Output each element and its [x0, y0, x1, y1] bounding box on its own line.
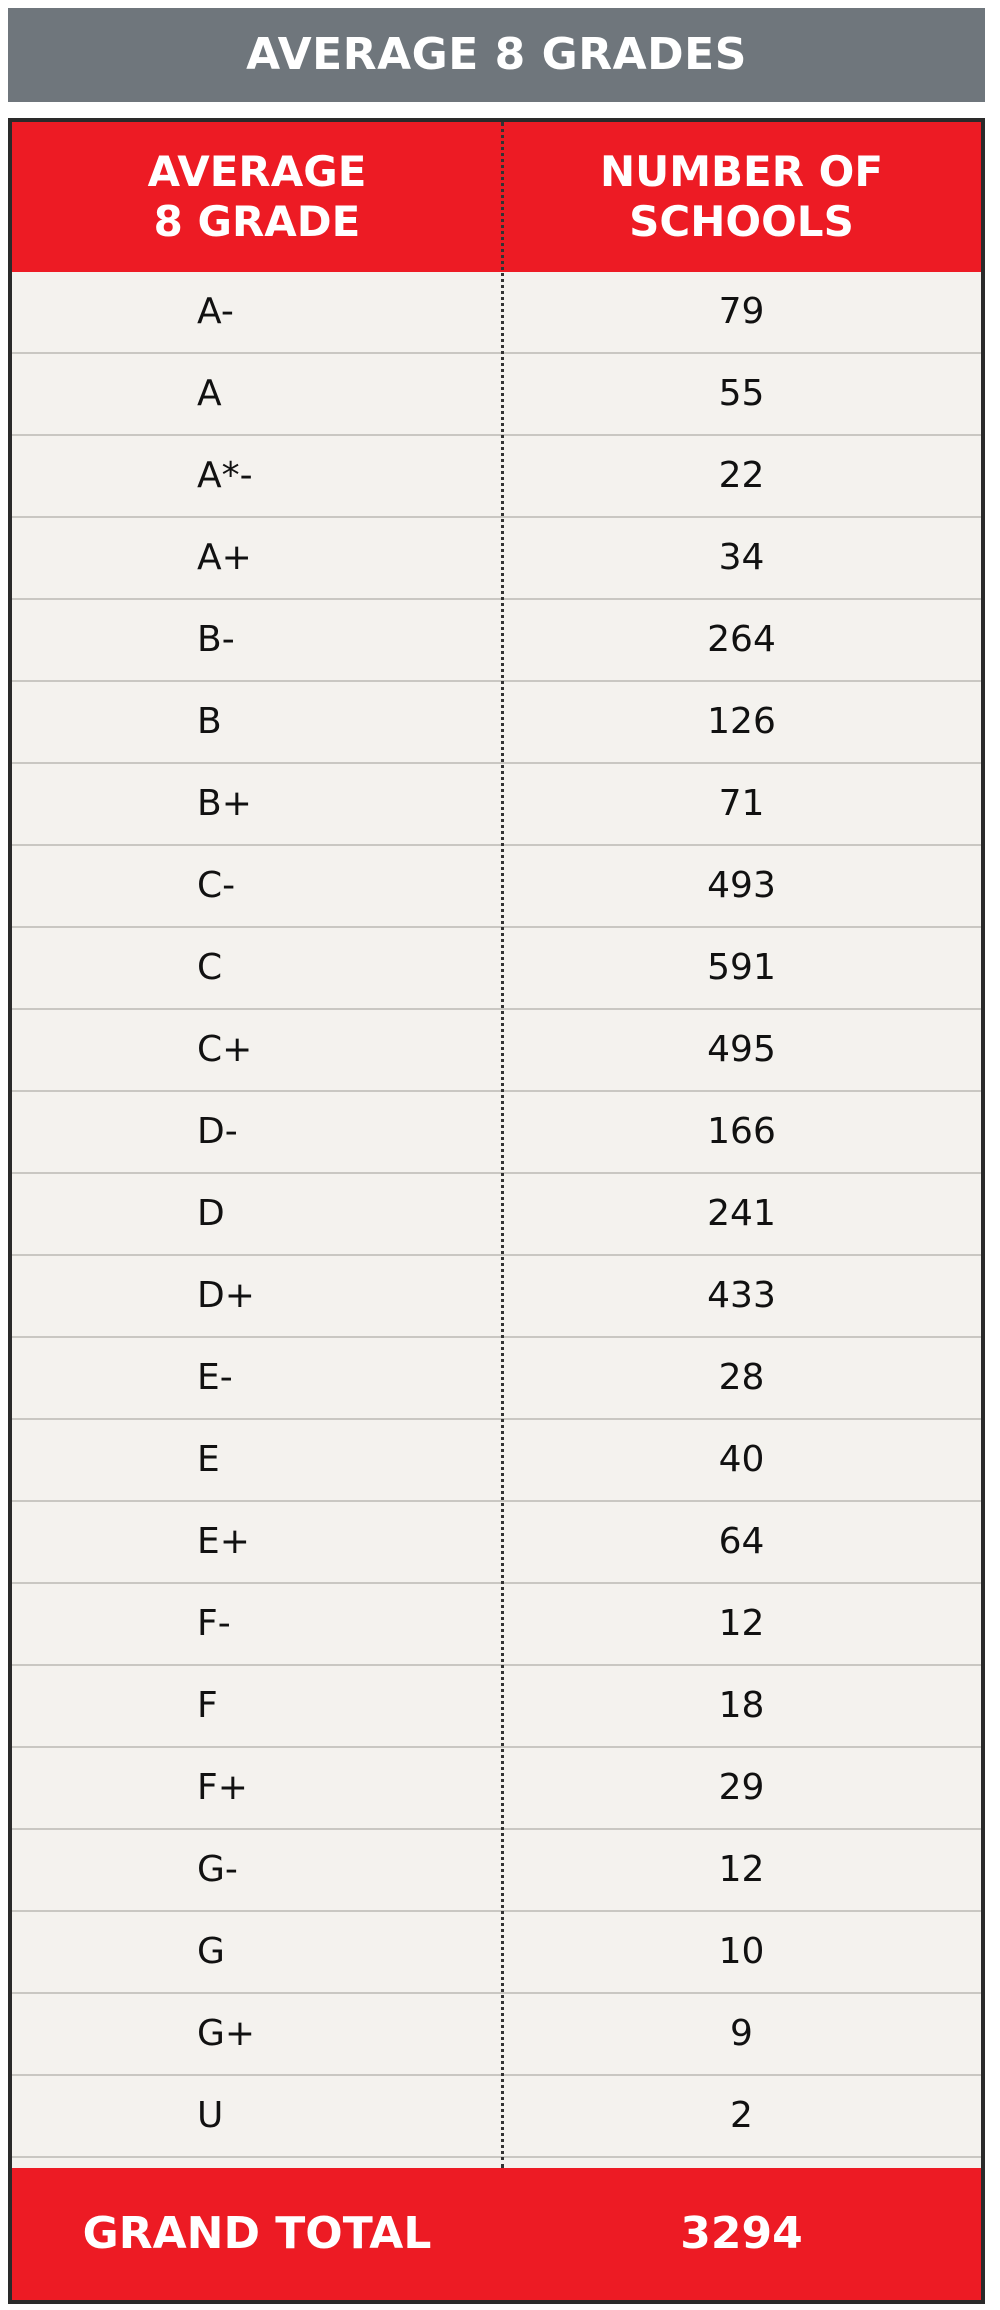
school-count-cell: 22: [718, 455, 765, 496]
table-footer: [12, 2168, 981, 2300]
grade-cell: D-: [197, 1111, 238, 1152]
table-row: [12, 928, 981, 1010]
grades-table: [8, 118, 985, 2304]
grade-cell: B: [197, 701, 222, 742]
table-row: [12, 1174, 981, 1256]
table-row: [12, 1256, 981, 1338]
table-header: [12, 122, 981, 272]
grade-cell: B-: [197, 619, 235, 660]
school-count-cell: 40: [718, 1439, 765, 1480]
school-count-cell: 591: [707, 947, 776, 988]
table-row: [12, 1666, 981, 1748]
grade-cell: C-: [197, 865, 236, 906]
school-count-cell: 241: [707, 1193, 776, 1234]
school-count-cell: 12: [718, 1603, 765, 1644]
table-row: [12, 682, 981, 764]
table-row: [12, 272, 981, 354]
grade-cell: F+: [197, 1767, 248, 1808]
table-row: [12, 1420, 981, 1502]
grade-cell: G+: [197, 2013, 256, 2054]
table-row: [12, 1912, 981, 1994]
table-row: [12, 1748, 981, 1830]
grade-cell: C: [197, 947, 223, 988]
table-title: AVERAGE 8 GRADES: [8, 8, 985, 102]
school-count-cell: 29: [718, 1767, 765, 1808]
grade-cell: G: [197, 1931, 225, 1972]
grade-cell: F: [197, 1685, 218, 1726]
school-count-cell: 55: [718, 373, 765, 414]
grade-cell: D+: [197, 1275, 255, 1316]
grade-cell: A*-: [197, 455, 253, 496]
table-row: [12, 1830, 981, 1912]
table-row: [12, 1092, 981, 1174]
grade-cell: C+: [197, 1029, 253, 1070]
school-count-cell: 10: [718, 1931, 765, 1972]
grade-cell: D: [197, 1193, 225, 1234]
grade-cell: A+: [197, 537, 252, 578]
header-grade: AVERAGE 8 GRADE: [147, 147, 367, 246]
school-count-cell: 64: [718, 1521, 765, 1562]
table-row: [12, 846, 981, 928]
grade-cell: A: [197, 373, 222, 414]
school-count-cell: 18: [718, 1685, 765, 1726]
table-row: [12, 436, 981, 518]
school-count-cell: 9: [730, 2013, 753, 2054]
school-count-cell: 2: [730, 2095, 753, 2136]
table-row: [12, 1502, 981, 1584]
table-row: [12, 1584, 981, 1666]
grand-total-label: GRAND TOTAL: [82, 2208, 432, 2259]
grade-cell: E: [197, 1439, 220, 1480]
school-count-cell: 28: [718, 1357, 765, 1398]
school-count-cell: 12: [718, 1849, 765, 1890]
grade-cell: B+: [197, 783, 252, 824]
grade-cell: F-: [197, 1603, 231, 1644]
school-count-cell: 166: [707, 1111, 776, 1152]
school-count-cell: 495: [707, 1029, 776, 1070]
school-count-cell: 264: [707, 619, 776, 660]
school-count-cell: 79: [718, 291, 765, 332]
table-row: [12, 518, 981, 600]
column-divider: [501, 122, 504, 2168]
header-schools: NUMBER OF SCHOOLS: [599, 147, 884, 246]
table-row: [12, 1994, 981, 2076]
table-row: [12, 1338, 981, 1420]
grade-cell: E+: [197, 1521, 250, 1562]
school-count-cell: 71: [718, 783, 765, 824]
school-count-cell: 126: [707, 701, 776, 742]
school-count-cell: 34: [718, 537, 765, 578]
grade-cell: U: [197, 2095, 224, 2136]
table-row: [12, 354, 981, 436]
grade-cell: E-: [197, 1357, 233, 1398]
grade-cell: A-: [197, 291, 234, 332]
table-row: [12, 1010, 981, 1092]
school-count-cell: 493: [707, 865, 776, 906]
table-row: [12, 764, 981, 846]
school-count-cell: 433: [707, 1275, 776, 1316]
grand-total-value: 3294: [680, 2208, 803, 2259]
table-row: [12, 600, 981, 682]
table-row: [12, 2076, 981, 2158]
grade-cell: G-: [197, 1849, 238, 1890]
